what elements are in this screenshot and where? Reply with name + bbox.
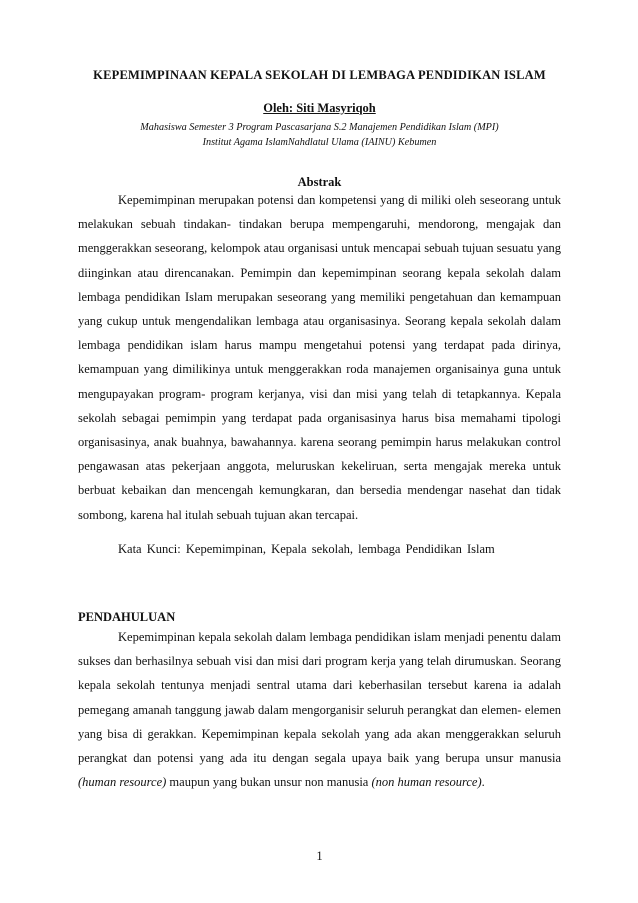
intro-text-2: maupun yang bukan unsur non manusia <box>166 775 372 790</box>
affiliation-program: Mahasiswa Semester 3 Program Pascasarjana S.2 Manajemen Pendidikan Islam (MPI) <box>140 122 499 133</box>
page-number: 1 <box>316 849 323 863</box>
intro-text-3: . <box>481 775 485 790</box>
paper-title: KEPEMIMPINAAN KEPALA SEKOLAH DI LEMBAGA PENDIDIKAN ISLAM <box>93 68 546 82</box>
author-line: Oleh: Siti Masyriqoh <box>263 101 376 115</box>
keywords-line: Kata Kunci: Kepemimpinan, Kepala sekolah, lembaga Pendidikan Islam <box>118 542 495 556</box>
abstract-paragraph: Kepemimpinan merupakan potensi dan kompetensi yang di miliki oleh seseorang untuk melakukan sebuah tindakan- tindakan berupa mempengaruhi, mendorong, mengajak dan menggerakkan seseorang, kelompok atau organisasi untuk mencapai sebuah tujuan sesuatu yang diinginkan atau direncanakan. Pemimpin dan kepemimpinan seorang kepala sekolah dalam lembaga pendidikan Islam merupakan seseorang yang memiliki pengetahuan dan kemampuan yang cukup untuk mengendalikan lembaga atau organisasinya. Seorang kepala sekolah dalam lembaga pendidikan islam harus mampu mengetahui potensi yang terdapat pada dirinya, kemampuan yang dimilikinya untuk menggerakkan roda manajemen organisainya guna untuk mengupayakan program- program kerjanya, visi dan misi yang telah di tetapkannya. Kepala sekolah sebagai pemimpin yang terdapat pada organisasinya harus bisa memahami tipologi organisasinya, anak buahnya, bawahannya. karena seorang pemimpin harus melakukan control pengawasan atas pekerjaan anggota, meluruskan kekeliruan, serta mengajak mereka untuk berbuat kebaikan dan mencengah kemungkaran, dan bersedia mendengar nasehat dan tidak sombong, karena hal itulah sebuah tujuan akan tercapai. <box>78 193 561 522</box>
affiliation-institute: Institut Agama IslamNahdlatul Ulama (IAINU) Kebumen <box>202 137 437 148</box>
introduction-paragraph <box>78 625 561 794</box>
intro-term-non-human-resource: (non human resource) <box>371 775 482 790</box>
section-heading-introduction: PENDAHULUAN <box>78 610 176 624</box>
intro-text-1: Kepemimpinan kepala sekolah dalam lembaga pendidikan islam menjadi penentu dalam sukses dan berhasilnya sebuah visi dan misi dari program kerja yang telah dirumuskan. Seorang kepala sekolah tentunya menjadi sentral utama dari keberhasilan tersebut karena ia adalah pemegang amanah tanggung jawab dalam mengorganisir seluruh perangkat dan elemen- elemen yang bisa di gerakkan. Kepemimpinan kepala sekolah yang ada akan menggerakkan seluruh perangkat dan potensi yang ada itu dengan segala upaya baik yang berupa unsur manusia <box>78 630 561 766</box>
abstract-heading: Abstrak <box>297 175 342 189</box>
intro-term-human-resource: (human resource) <box>78 775 167 790</box>
